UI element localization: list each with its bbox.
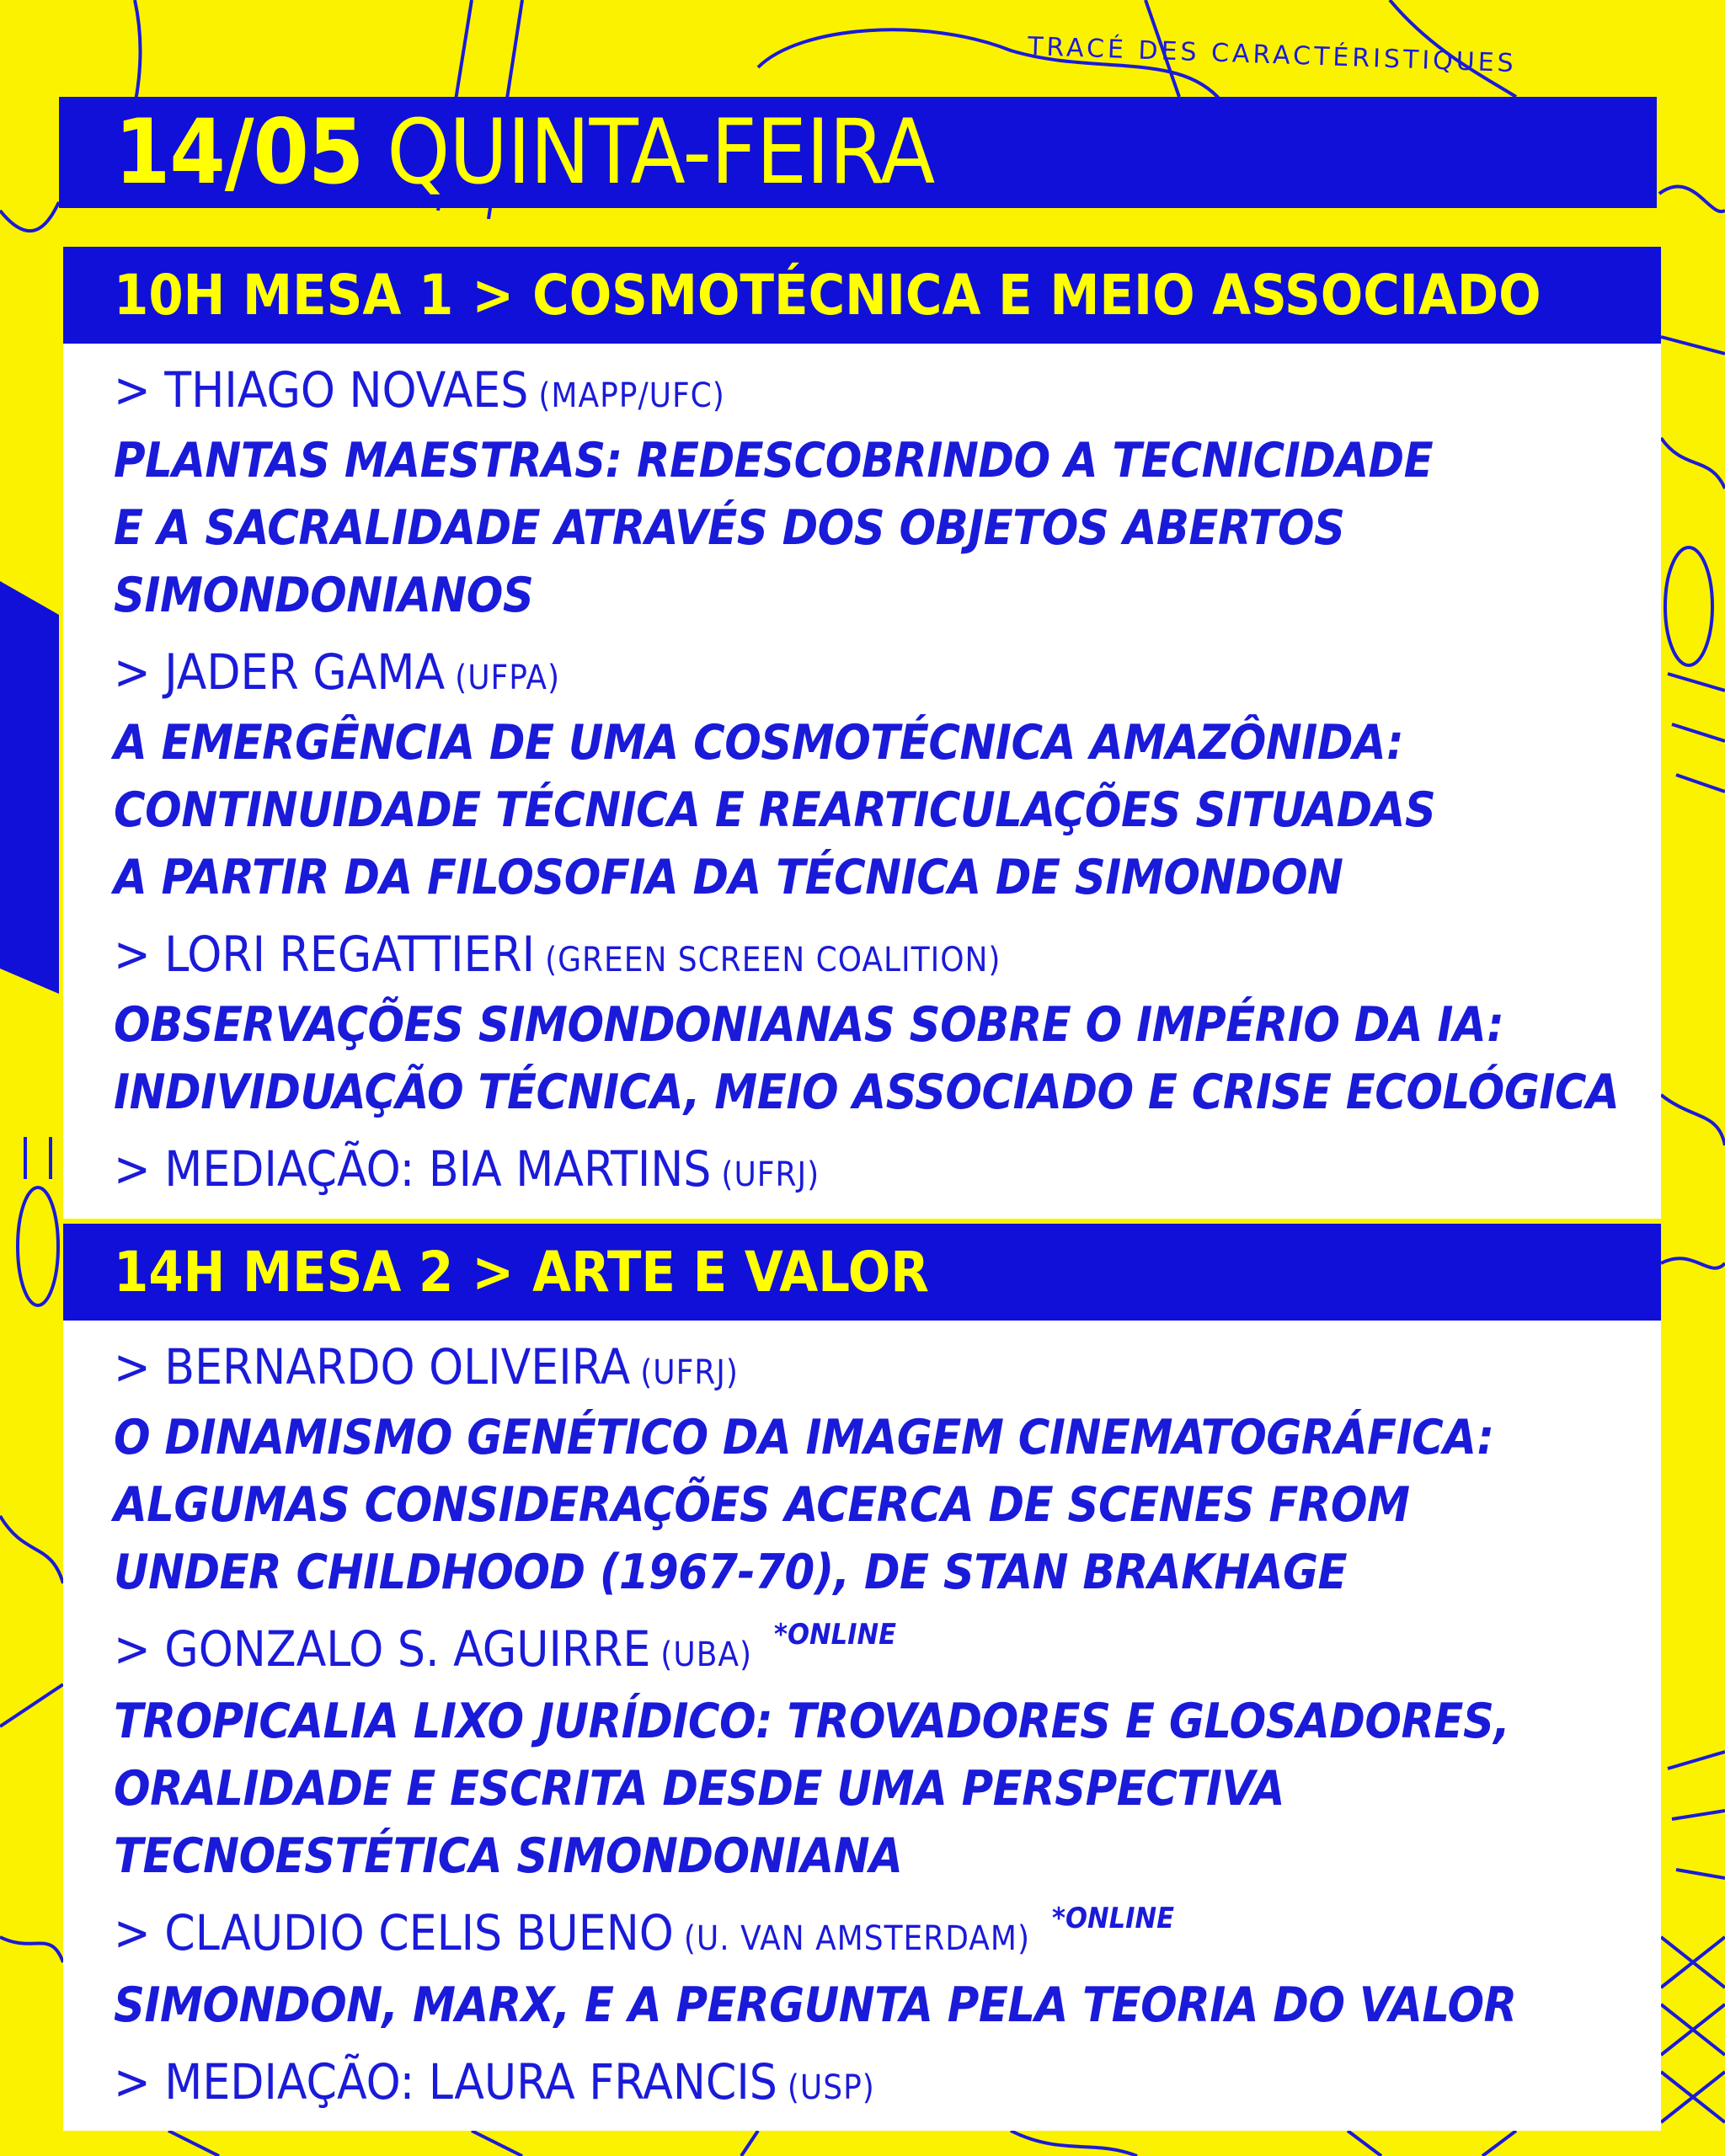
speaker-line xyxy=(114,1902,1661,1972)
session-header-1 xyxy=(63,247,1661,344)
day-date: 14/05 xyxy=(115,100,364,204)
talk-title xyxy=(114,1972,1661,2039)
online-badge: *ONLINE xyxy=(774,1618,896,1652)
speaker-name: > THIAGO NOVAES xyxy=(114,361,529,419)
talk-title xyxy=(114,1404,1661,1606)
speaker-line xyxy=(114,1618,1661,1688)
talk-title xyxy=(114,709,1661,911)
speaker-affiliation: (U. VAN AMSTERDAM) xyxy=(683,1919,1031,1958)
talk-title-line: UNDER CHILDHOOD (1967-70), DE STAN BRAKHAGE xyxy=(114,1545,1348,1600)
speaker-name: > BERNARDO OLIVEIRA xyxy=(114,1338,631,1396)
day-header xyxy=(59,97,1657,208)
session-panel-1 xyxy=(63,247,1661,1219)
mediator-name: > MEDIAÇÃO: BIA MARTINS xyxy=(114,1140,712,1198)
mediation-line xyxy=(114,2051,1661,2119)
session-time-mesa: 14H MESA 2 xyxy=(114,1240,454,1305)
speaker-name: > GONZALO S. AGUIRRE xyxy=(114,1620,651,1678)
talk-title-line: ORALIDADE E ESCRITA DESDE UMA PERSPECTIVA xyxy=(114,1761,1284,1817)
talk-title-line: OBSERVAÇÕES SIMONDONIANAS SOBRE O IMPÉRIO DA IA: xyxy=(114,997,1504,1053)
speaker-affiliation: (MAPP/UFC) xyxy=(538,376,725,415)
talk-item xyxy=(114,641,1661,911)
speaker-affiliation: (UBA) xyxy=(660,1636,753,1674)
talk-title-line: PLANTAS MAESTRAS: REDESCOBRINDO A TECNICIDADE xyxy=(114,433,1434,488)
talk-title-line: E A SACRALIDADE ATRAVÉS DOS OBJETOS ABERTOS xyxy=(114,500,1345,556)
session-panel-2 xyxy=(63,1224,1661,2131)
talk-title xyxy=(114,991,1661,1126)
speaker-affiliation: (UFPA) xyxy=(455,659,561,697)
speaker-line xyxy=(114,1336,1661,1404)
session-theme: ARTE E VALOR xyxy=(532,1240,929,1305)
mediator-affiliation: (USP) xyxy=(787,2068,875,2107)
session-time-mesa: 10H MESA 1 xyxy=(114,263,454,328)
talk-item xyxy=(114,923,1661,1126)
speaker-affiliation: (UFRJ) xyxy=(640,1353,739,1392)
mediator-name: > MEDIAÇÃO: LAURA FRANCIS xyxy=(114,2053,777,2111)
talk-title xyxy=(114,1688,1661,1890)
talk-title-line: CONTINUIDADE TÉCNICA E REARTICULAÇÕES SITUADAS xyxy=(114,782,1436,838)
talk-title-line: SIMONDONIANOS xyxy=(114,568,534,623)
session-separator: > xyxy=(472,1240,515,1305)
talk-title-line: SIMONDON, MARX, E A PERGUNTA PELA TEORIA DO VALOR xyxy=(114,1977,1517,2033)
talk-title-line: TROPICALIA LIXO JURÍDICO: TROVADORES E GLOSADORES, xyxy=(114,1694,1510,1749)
day-weekday: QUINTA-FEIRA xyxy=(387,100,935,204)
online-badge: *ONLINE xyxy=(1052,1902,1174,1935)
talk-title xyxy=(114,427,1661,629)
talk-item xyxy=(114,1336,1661,1606)
talk-list xyxy=(63,344,1661,1206)
speaker-line xyxy=(114,641,1661,709)
speaker-name: > JADER GAMA xyxy=(114,643,446,701)
talk-title-line: ALGUMAS CONSIDERAÇÕES ACERCA DE SCENES FROM xyxy=(114,1477,1410,1533)
speaker-name: > CLAUDIO CELIS BUENO xyxy=(114,1904,674,1961)
talk-title-line: A PARTIR DA FILOSOFIA DA TÉCNICA DE SIMONDON xyxy=(114,850,1343,905)
mediator-affiliation: (UFRJ) xyxy=(721,1155,820,1194)
talk-item xyxy=(114,1618,1661,1890)
speaker-affiliation: (GREEN SCREEN COALITION) xyxy=(545,941,1001,979)
speaker-name: > LORI REGATTIERI xyxy=(114,926,536,983)
session-theme: COSMOTÉCNICA E MEIO ASSOCIADO xyxy=(532,263,1541,328)
talk-title-line: TECNOESTÉTICA SIMONDONIANA xyxy=(114,1828,903,1884)
talk-title-line: O DINAMISMO GENÉTICO DA IMAGEM CINEMATOGRÁFICA: xyxy=(114,1410,1494,1465)
mediation-line xyxy=(114,1138,1661,1206)
speaker-line xyxy=(114,923,1661,991)
talk-title-line: INDIVIDUAÇÃO TÉCNICA, MEIO ASSOCIADO E CRISE ECOLÓGICA xyxy=(114,1065,1620,1120)
talk-item xyxy=(114,359,1661,629)
session-separator: > xyxy=(472,263,515,328)
talk-list xyxy=(63,1321,1661,2119)
talk-item xyxy=(114,1902,1661,2039)
talk-title-line: A EMERGÊNCIA DE UMA COSMOTÉCNICA AMAZÔNIDA: xyxy=(114,715,1404,771)
session-header-2 xyxy=(63,1224,1661,1321)
background-note: TRACÉ DES CARACTÉRISTIQUES xyxy=(1027,31,1518,79)
speaker-line xyxy=(114,359,1661,427)
